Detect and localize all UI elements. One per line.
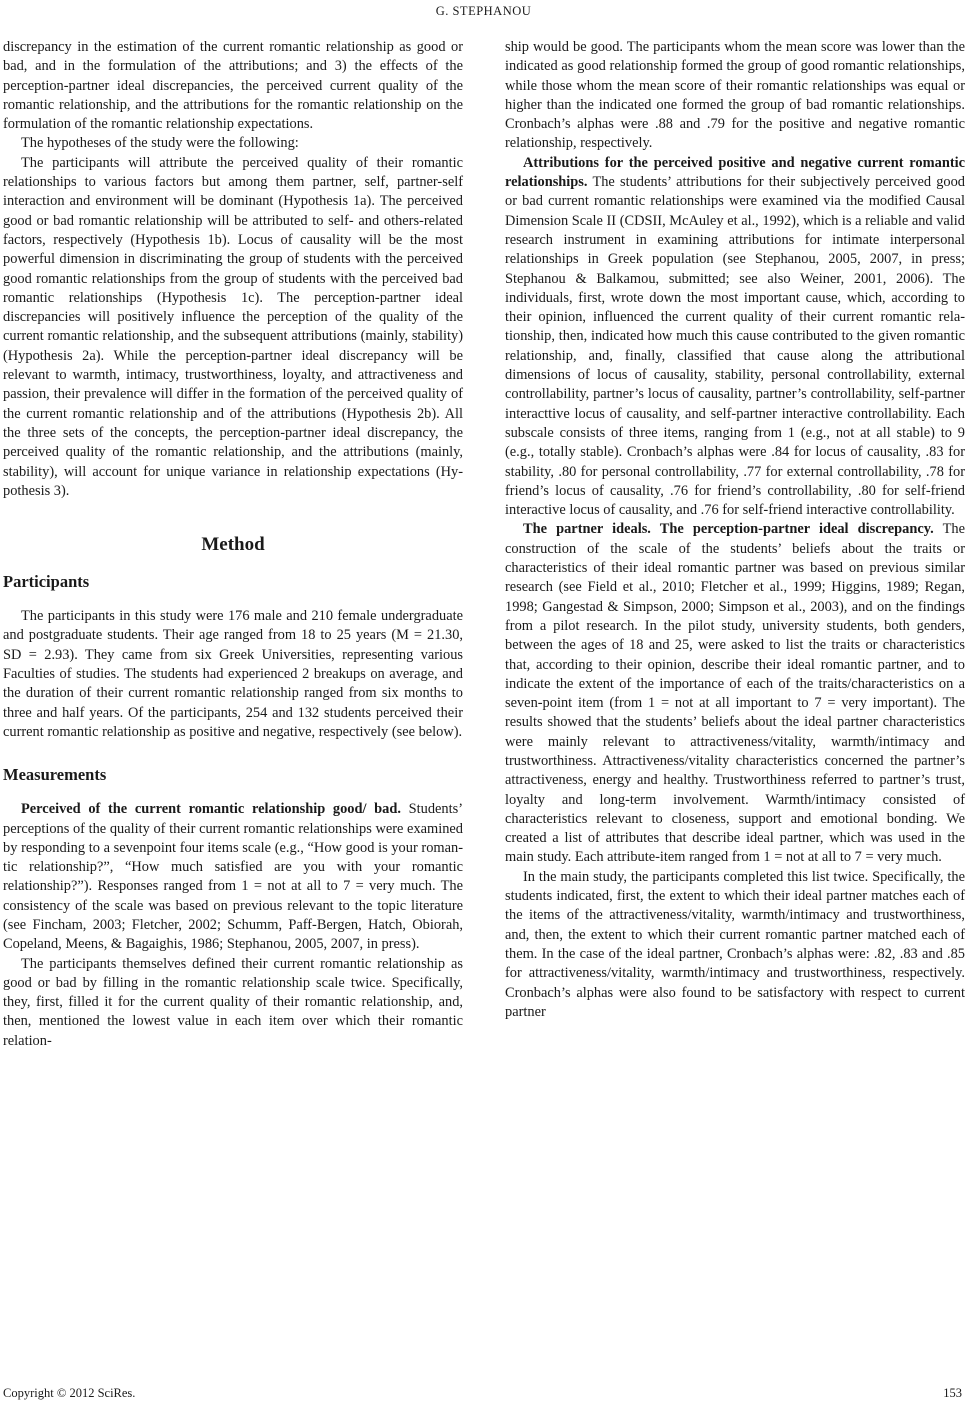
run-in-heading-relationship-quality: Perceived of the current romantic relationship good/ bad. bbox=[21, 801, 401, 818]
run-in-heading-partner-ideals: The partner ideals. The perception-partner ideal discrepancy. bbox=[523, 521, 934, 538]
paragraph-main-study: In the main study, the participants completed this list twice. Specifically, the students indicated, first, the extent to which their ideal partner matches each of the items of the attractiveness/vitality, warmth/intimacy and trustworthiness, and, then, the extent to which their current romantic partner matched each of them. In the case of the ideal partner, Cronbach’s alphas were: .82, .83 and .85 for attractiveness/vitality, warmth/intimacy and trustworthiness, respectively. Cronbach’s alphas were also found to be satisfactory with respect to current partner bbox=[505, 868, 965, 1020]
right-column bbox=[505, 38, 965, 1022]
paragraph-intro-continued: discrepancy in the estimation of the current romantic relationship as good or bad, and in the formulation of the attributions; and 3) the effects of the perception-partner ideal discrepancies, the perceived current quality of the romantic relationship, and the attributions for the romantic relationship on the formulation of the romantic relationship expectations. bbox=[3, 39, 463, 133]
left-column bbox=[3, 38, 463, 1051]
paragraph-hypotheses-lead: The hypotheses of the study were the following: bbox=[21, 135, 299, 152]
run-in-heading-attributions: Attributions for the perceived positive and negative current romantic relationships. bbox=[505, 154, 965, 191]
section-title-method: Method bbox=[201, 534, 265, 556]
paragraph-relationship-quality bbox=[3, 800, 463, 954]
paragraph-participants: The participants in this study were 176 male and 210 female undergraduate and postgraduate students. Their age ranged from 18 to 25 years (M = 21.30, SD = 2.93). They came from six Greek Universities, representing various Faculties of studies. The students had experienced 2 breakups on average, and the duration of their current romantic relationship ranged from six months to three and half years. Of the participants, 254 and 132 students perceived their current romantic relationship as positive and negative, respectively (see below). bbox=[3, 608, 463, 740]
paragraph-groups: ship would be good. The participants whom the mean score was lower than the indicated as good relationship formed the group of good romantic relationships, while those whom the mean score of their romantic relationships was equal or higher than the indicated one formed the group of bad romantic relationships. Cronbach’s alphas were .88 and .79 for the positive and negative romantic relationship, respectively. bbox=[505, 39, 965, 152]
subsection-participants: Participants bbox=[3, 572, 90, 592]
paragraph-relationship-quality-body: Students’ perceptions of the quality of their current romantic relationships were examined by responding to a sevenpoint four items scale (e.g., “How good is your romantic relationship?”, “How much satisfied are you with your romantic relationship?”). Responses ranged from 1 = not at all to 7 = very much. The consistency of the scale was based on previous relevant to the topic literature (see Fincham, 2003; Fletcher, 2002; Schumm, Paff-Bergen, Hatch, Obiorah, Copeland, Meens, & Bagaighis, 1986; Stephanou, 2005, 2007, in press). bbox=[3, 801, 464, 953]
footer-page-number: 153 bbox=[943, 1386, 962, 1400]
paragraph-relationship-definition: The participants themselves defined their current romantic relationship as good or bad by filling in the romantic relationship scale twice. Specifically, they, first, filled it for the current quality of their romantic relationship, and, then, mentioned the lowest value in each item over which their romantic relation- bbox=[3, 955, 463, 1049]
paragraph-partner-ideals bbox=[505, 520, 965, 867]
paragraph-partner-ideals-body: The construction of the scale of the students’ beliefs about the traits or characteristics of their ideal romantic partner was based on previous similar research (see Field et al., 2010; Fletcher et al., 1999; Higgins, 1989; Regan, 1998; Gangestad & Simpson, 2000; Simpson et al., 2003), and on the findings from a pilot research. In the pilot study, university students, both genders, between the ages of 18 and 25, were asked to list the traits or characteristics that, according to their opinion, describe their ideal romantic partner, and to indicate the extent of the importance of each of the traits/characteristics on a seven-point item (from 1 = not at all important to 7 = very important). The results showed that the students’ beliefs about the ideal partner characteristics were mainly relevant to attractiveness/vitality, warmth/intimacy and trustworthiness. Attractiveness/vitality characteristics concerned the partner’s attractiveness, energy and healthy. Trustworthiness referred to partner’s trust, loyalty and long-term involvement. Warmth/intimacy consisted of characteristics relevant to closeness, support and emotional bonding. We created a list of attributes that describe ideal partner, which was used in the main study. Each attribute-item ranged from 1 = not at all to 7 = very much. bbox=[505, 521, 965, 866]
paragraph-attributions-body: The students’ attributions for their subjectively perceived good or bad current romantic relationships were examined via the modified Causal Dimension Scale II (CDSII, McAuley et al., 1992), which is a reliable and valid research instrument in examining attributions for intimate interpersonal relationships in Greek population (see Stephanou, 2005, 2007, in press; Stephanou & Balkamou, submitted; see also Weiner, 2001, 2006). The individuals, first, wrote down the most important cause, which, according to their opinion, influenced the current quality of their current romantic relationship, then, indicated how much this cause contributed to the given romantic relationship, and, finally, classified that cause along the attributional dimensions of locus of causality, stability, personal controllability, external controllability, partner’s locus of causality, partner’s controllability, self-partner interacttive locus of causality, and self-partner interactive controllability. Each subscale consists of three items, ranging from 1 (e.g., not at all stable) to 9 (e.g., totally stable). Cronbach’s alphas were .84 for locus of causality, .83 for stability, .80 for personal controllability, .77 for external controllability, .78 for friend’s locus of causality, .76 for friend’s controllability, .80 for self-friend interactive locus of causality, and .76 for self-friend interactive controllability. bbox=[505, 174, 965, 519]
footer-copyright: Copyright © 2012 SciRes. bbox=[3, 1386, 136, 1400]
subsection-measurements: Measurements bbox=[3, 765, 107, 785]
paragraph-hypotheses: The participants will attribute the perceived quality of their romantic relationships to various factors but among them partner, self, partner-self interaction and environment will be dominant (Hypothesis 1a). The perceived good or bad romantic relationship will be attributed to self- and others-related factors, respectively (Hypothesis 1b). Locus of causality will be the most powerful dimension in discriminating the group of students with the perceived good romantic relationships from the group of students with the perceived bad romantic relationships (Hypothesis 1c). The perception-partner ideal discrepancies will positively influence the perception of the quality of the current romantic relationship, and the subsequent attributions (mainly, stability) (Hypothesis 2a). While the perception-partner ideal discrepancy will be relevant to warmth, intimacy, trustworthiness, loyalty, and attractiveness and passion, their prevalence will differ in the formation of the perceived quality of the current romantic relationship and of the attributions (Hypothesis 2b). All the three sets of the concepts, the perception-partner ideal discrepancy, the perceived quality of the romantic relationship, and the attributions (mainly, stability), will account for unique variance in relationship expectations (Hypothesis 3). bbox=[3, 154, 463, 499]
running-head: G. STEPHANOU bbox=[435, 4, 532, 18]
paragraph-attributions bbox=[505, 154, 965, 521]
